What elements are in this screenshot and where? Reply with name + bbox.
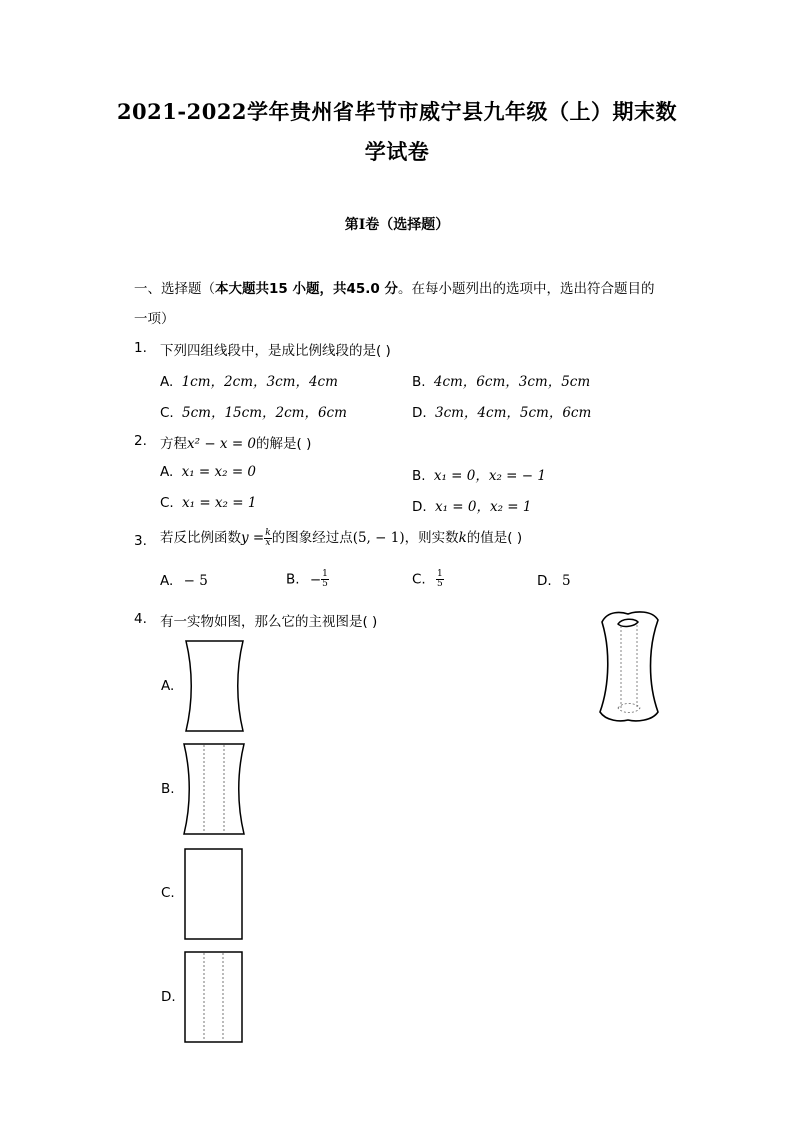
q2-option-d-text: x₁ = 0，x₂ = 1 (434, 499, 532, 515)
q4-object-figure (596, 608, 662, 724)
q3-option-b[interactable] (286, 570, 329, 589)
q3-point: (5, − 1) (352, 530, 405, 546)
q2-option-a[interactable] (160, 464, 256, 480)
q1-option-d-label: D. (412, 405, 427, 421)
q3-text-prefix: 若反比例函数 (160, 530, 241, 546)
q1-number: 1. (134, 340, 147, 356)
q3-option-a-text: − 5 (183, 573, 208, 589)
q2-option-d[interactable] (412, 495, 532, 515)
q4-text: 有一实物如图，那么它的主视图是( ) (160, 614, 378, 630)
q1-option-b[interactable] (412, 370, 590, 390)
object-top-hole (618, 619, 638, 626)
q1-option-c-label: C. (160, 405, 174, 421)
q3-number: 3. (134, 533, 147, 549)
q3-text-mid2: ，则实数 (404, 530, 459, 546)
object-outline (600, 612, 658, 721)
q2-option-b-label: B. (412, 468, 426, 484)
q2-option-a-text: x₁ = x₂ = 0 (181, 464, 257, 480)
q1-option-a-text: 1cm，2cm，3cm，4cm (181, 374, 338, 390)
instructions-prefix: 一、选择题（ (134, 281, 215, 297)
instructions-line1 (134, 277, 655, 297)
q3-option-a[interactable] (160, 573, 208, 589)
q2-option-d-label: D. (412, 499, 427, 515)
q3-option-b-den: 5 (322, 579, 328, 589)
q2-text-prefix: 方程 (160, 436, 187, 452)
page-title-line2: 学试卷 (364, 139, 430, 164)
q3-option-b-sign: − (309, 571, 322, 588)
q4-option-d-label[interactable]: D. (161, 989, 176, 1005)
q3-option-b-label: B. (286, 571, 300, 588)
q3-text (160, 526, 522, 548)
q1-option-c-text: 5cm，15cm，2cm，6cm (182, 405, 347, 421)
q1-option-d[interactable] (412, 401, 591, 421)
q3-func-den: x (265, 537, 271, 548)
q3-option-d-text: 5 (561, 573, 571, 589)
q2-option-b[interactable] (412, 464, 546, 484)
q1-option-a[interactable] (160, 370, 338, 390)
q3-func-y: y = (241, 530, 265, 546)
q3-option-c-fraction (436, 570, 444, 589)
q3-option-a-label: A. (160, 573, 174, 589)
q2-number: 2. (134, 433, 147, 449)
q2-option-c[interactable] (160, 495, 256, 511)
q3-text-mid: 的图象经过点 (271, 530, 353, 546)
q1-option-d-text: 3cm，4cm，5cm，6cm (434, 405, 592, 421)
q3-option-d[interactable] (537, 573, 571, 589)
q3-var-k: k (458, 530, 467, 546)
instructions-bold: 本大题共15 小题，共45.0 分 (215, 281, 398, 297)
q1-option-b-label: B. (412, 374, 426, 390)
q3-option-c-label: C. (412, 571, 426, 588)
q1-option-b-text: 4cm，6cm，3cm，5cm (433, 374, 591, 390)
q2-equation: x² − x = 0 (187, 436, 257, 452)
q1-text: 下列四组线段中，是成比例线段的是( ) (160, 343, 391, 359)
q4-option-a-label[interactable]: A. (161, 678, 175, 694)
q2-option-b-text: x₁ = 0，x₂ = − 1 (433, 468, 546, 484)
object-bottom-hidden-ellipse (618, 704, 640, 713)
q4-number: 4. (134, 611, 147, 627)
q3-func-num: k (265, 527, 271, 538)
page-title-line1: 2021-2022学年贵州省毕节市威宁县九年级（上）期末数 (116, 99, 678, 124)
q3-option-c-den: 5 (437, 579, 443, 589)
q4-option-d-figure[interactable] (184, 951, 244, 1043)
q4-option-b-label[interactable]: B. (161, 781, 175, 797)
q1-option-a-label: A. (160, 374, 174, 390)
q3-option-b-fraction (321, 570, 329, 589)
q4-option-b-figure[interactable] (182, 743, 246, 835)
q2-option-a-label: A. (160, 464, 174, 480)
instructions-suffix: 。在每小题列出的选项中，选出符合题目的 (398, 281, 655, 297)
q2-text (160, 432, 311, 452)
q3-option-b-num: 1 (322, 569, 328, 579)
q3-option-c[interactable] (412, 570, 444, 589)
q3-option-c-num: 1 (437, 569, 443, 579)
q2-option-c-label: C. (160, 495, 174, 511)
q3-text-suffix: 的值是( ) (466, 530, 523, 546)
q4-option-c-label[interactable]: C. (161, 885, 175, 901)
q4-option-c-figure[interactable] (184, 848, 244, 940)
q3-func-fraction (264, 529, 271, 548)
q1-option-c[interactable] (160, 401, 347, 421)
part1-title: 第I卷（选择题） (344, 217, 450, 233)
q2-option-c-text: x₁ = x₂ = 1 (182, 495, 257, 511)
q4-option-a-figure[interactable] (184, 640, 246, 732)
q2-text-suffix: 的解是( ) (256, 436, 312, 452)
q3-option-d-label: D. (537, 573, 552, 589)
instructions-line2: 一项） (134, 311, 175, 327)
